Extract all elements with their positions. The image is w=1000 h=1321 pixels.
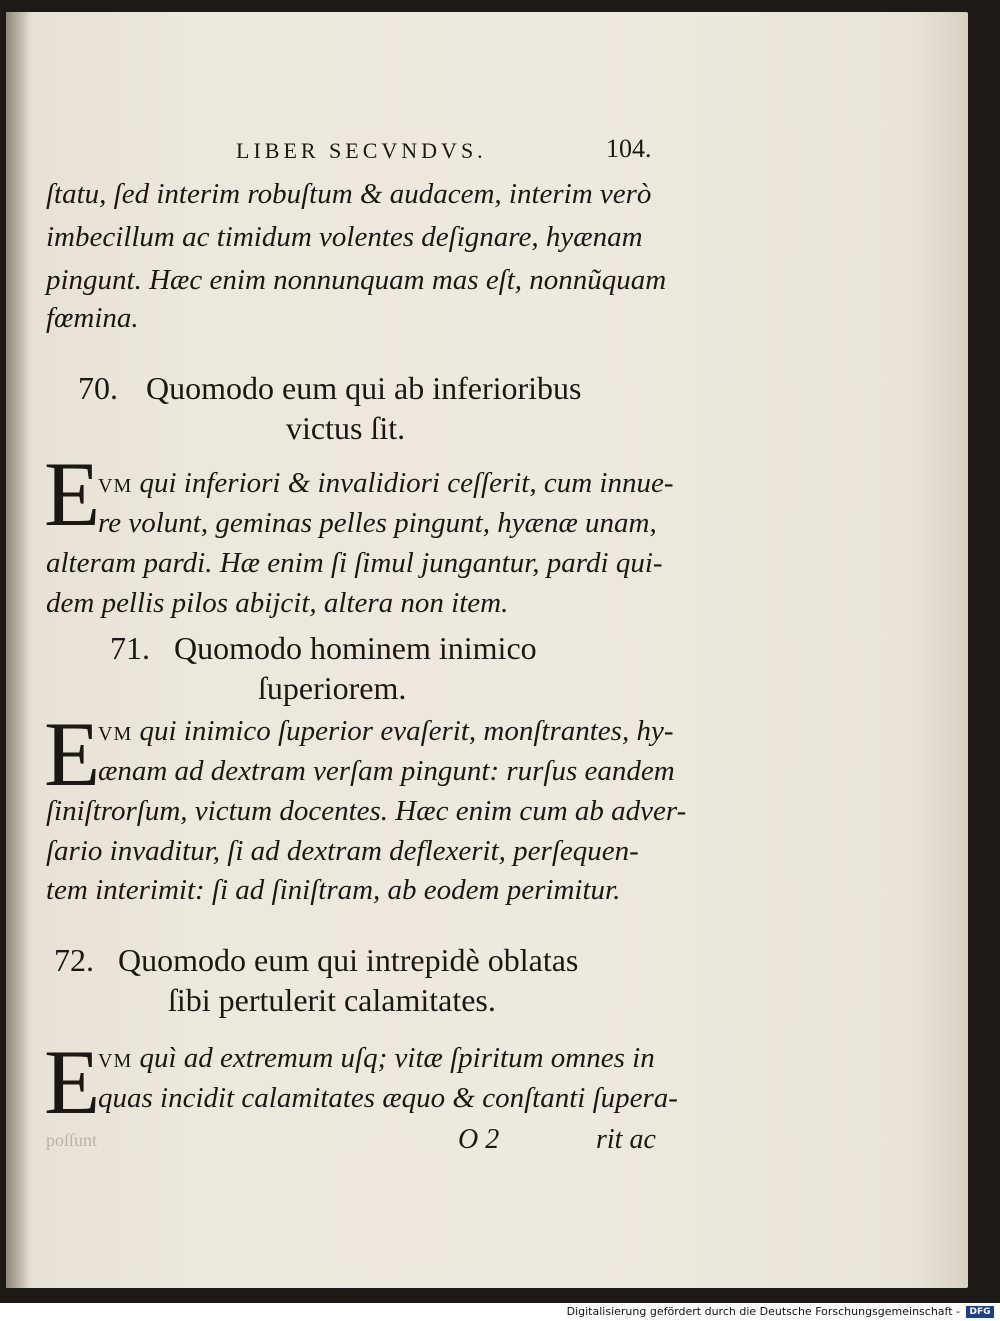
catchword: rit ac [596,1124,656,1155]
body-line: ænam ad dextram verſam pingunt: rurſus eandem [98,755,675,787]
body-line [98,715,674,748]
section-heading: Quomodo eum qui intrepidè oblatas [118,942,579,978]
body-line: quas incidit calamitates æquo & conſtanti ſupera- [98,1082,678,1114]
body-line: ſiniſtrorſum, victum docentes. Hæc enim cum ab adver- [46,795,687,827]
opening-smallcaps: VM [98,723,133,745]
opening-smallcaps: VM [98,475,133,497]
page-number: 104. [606,134,652,163]
section-heading: ſuperiorem. [258,670,407,706]
drop-capital: E [44,443,101,545]
section-number: 70. [78,370,118,406]
body-line: imbecillum ac timidum volentes deſignare, hyænam [46,221,643,253]
line-text: quì ad extremum uſq; vitæ ſpiritum omnes in [139,1042,655,1074]
opening-smallcaps: VM [98,1050,133,1072]
body-line [98,467,674,500]
body-line: dem pellis pilos abijcit, altera non item. [46,587,509,619]
credit-bar [0,1303,1000,1321]
section-heading: victus ſit. [286,410,406,446]
body-line [98,1042,655,1075]
line-text: qui inferiori & invalidiori ceſſerit, cum innue- [139,467,674,499]
body-line: tem interimit: ſi ad ſiniſtram, ab eodem perimitur. [46,874,621,906]
body-line: re volunt, geminas pelles pingunt, hyænæ unam, [98,507,657,539]
body-line: fœmina. [46,302,139,334]
section-number: 72. [54,942,94,978]
bleed-through-text: poſſunt [46,1130,98,1150]
running-head: LIBER SECVNDVS. [236,138,487,163]
signature-mark: O 2 [458,1124,500,1155]
body-line: ſario invaditur, ſi ad dextram deflexerit, perſequen- [46,835,639,867]
body-line: ſtatu, ſed interim robuſtum & audacem, interim verò [46,178,652,210]
drop-capital: E [44,1031,101,1133]
dfg-logo: DFG [966,1306,994,1318]
section-heading: Quomodo hominem inimico [174,630,537,666]
body-line: pingunt. Hæc enim nonnunquam mas eſt, nonnũquam [46,264,667,296]
line-text: qui inimico ſuperior evaſerit, monſtrantes, hy- [139,715,674,747]
section-number: 71. [110,630,150,666]
drop-capital: E [44,703,101,805]
book-page [6,12,968,1288]
section-heading: Quomodo eum qui ab inferioribus [146,370,582,406]
credit-text: Digitalisierung gefördert durch die Deutsche Forschungsgemeinschaft - [566,1305,960,1318]
body-line: alteram pardi. Hæ enim ſi ſimul jungantur, pardi qui- [46,547,663,579]
section-heading: ſibi pertulerit calamitates. [168,982,496,1018]
page-gutter [6,12,28,1288]
